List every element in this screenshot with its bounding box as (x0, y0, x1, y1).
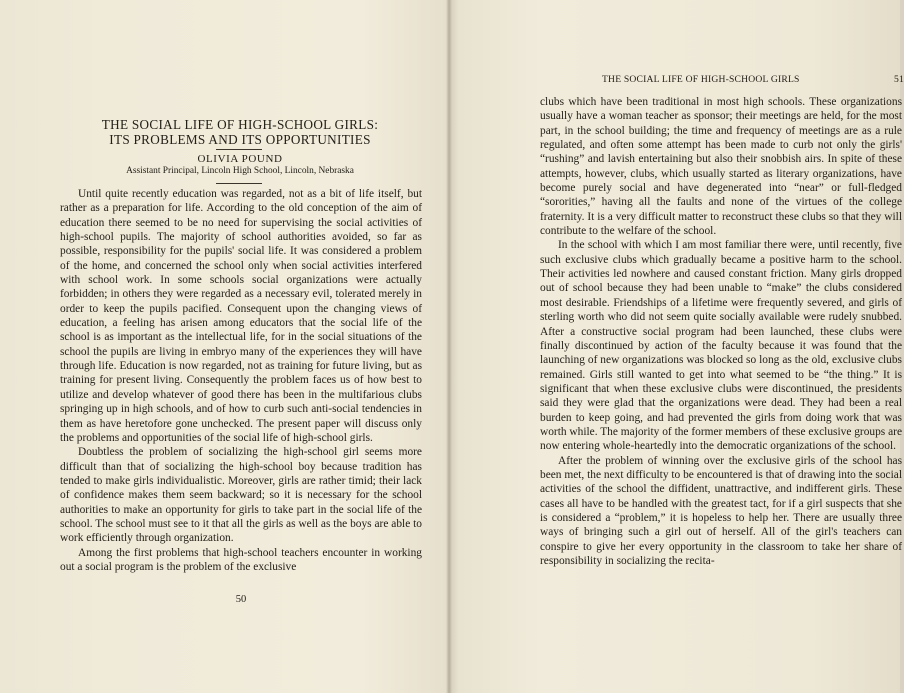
paragraph: In the school with which I am most familiar there were, until recently, five such exclusive clubs which gradually became a positive harm to the school. Their activities led nowhere and caused constant friction. Many girls dropped out of school because they had been unable to “make” the clubs considered most desirable. Friendships of a lifetime were frequently severed, and girls of sterling worth who did not seem quite socially available were rudely snubbed. After a constructive social program had been launched, these clubs were finally discontinued by action of the faculty because it was found that the launching of new organizations was blocked so long as the old, exclusive clubs remained. Girls still wanted to get into what seemed to be “the thing.” It is significant that when these exclusive clubs were discontinued, the presidents said they were glad that the organizations were dead. They had been a real burden to keep going, and had prevented the girls from doing work that was worth while. The majority of the former members of these exclusive groups are now entering whole-heartedly into the democratic organizations of the school. (540, 239, 902, 453)
left-page-body (60, 187, 422, 574)
title-divider (216, 149, 262, 150)
page-number: 51 (894, 74, 904, 85)
paragraph: After the problem of winning over the exclusive girls of the school has been met, the next difficulty to be encountered is that of drawing into the social activities of the school the diffident, unattractive, and indifferent girls. These cases all have to be handled with the greatest tact, for if a girl suspects that she is considered a “problem,” it is hopeless to help her. There are usually three ways of bringing such a girl out of herself. All of the girl's teachers can conspire to give her every opportunity in the classroom to take her share of responsibility in socializing the recita- (540, 454, 902, 567)
article-title (60, 117, 420, 147)
page-number: 50 (235, 594, 247, 605)
paragraph-continuation: clubs which have been traditional in most high schools. These organizations usually have a woman teacher as sponsor; their meetings are held, for the most part, in the school building; the time and frequency of meetings are as a rule regulated, and often some attempt has been made to curb not only the girls' “rushing” and lavish entertaining but also their snobbish airs. In spite of these attempts, however, clubs, which usually started as literary organizations, have become purely social and have degenerated into “near” or full-fledged “sororities,” having all the faults and none of the virtues of the college fraternity. It is a very difficult matter to reconstruct these clubs so that they will contribute to the welfare of the school. (540, 96, 902, 238)
title-line-2: ITS PROBLEMS AND ITS OPPORTUNITIES (109, 132, 371, 147)
left-page (0, 0, 448, 693)
paragraph: Doubtless the problem of socializing the high-school girl seems more difficult than that of socializing the high-school boy because tradition has tended to make girls individualistic. Moreover, girls are rather timid; their lack of confidence makes them seem backward; so it is necessary for the school authorities to make an opportunity for girls to take part in the social life of the school. The school must see to it that all the girls as well as the boys are able to work efficiently through organization. (60, 446, 422, 545)
running-head-title: THE SOCIAL LIFE OF HIGH-SCHOOL GIRLS (602, 74, 800, 85)
author-name: OLIVIA POUND (197, 153, 283, 165)
author-affiliation: Assistant Principal, Lincoln High School, Lincoln, Nebraska (126, 166, 354, 176)
right-page (452, 0, 904, 693)
paragraph: Among the first problems that high-school teachers encounter in working out a social program is the problem of the exclusive (60, 546, 422, 573)
right-page-body (540, 95, 902, 568)
paragraph: Until quite recently education was regarded, not as a bit of life itself, but rather as a preparation for life. According to the old conception of the aim of education there seemed to be no need for supervising the social activities of high-school pupils. The majority of school authorities avoided, so far as possible, responsibility for the pupils' social life. It was considered a problem of the home, and concerned the school only when social activities interfered with school work. In some schools social organizations were actually forbidden; in others they were regarded as a necessary evil, tolerated merely in order to keep the pupils pacified. Consequent upon the changing views of education, a feeling has arisen among educators that the social life of the school is as important as the intellectual life, for in the social situations of the school the pupils are living in embryo many of the experiences they will have through life. Education is now regarded, not as training for future living, but as training for present living. Consequently the problem faces us of how best to utilize and develop whatever of good there has been in the multifarious clubs springing up in high schools, and of how to curb such anti-social tendencies in them as have heretofore gone unchecked. The present paper will discuss only the problems and opportunities of the social life of high-school girls. (60, 188, 422, 444)
title-line-1: THE SOCIAL LIFE OF HIGH-SCHOOL GIRLS: (101, 117, 379, 132)
author-divider (216, 183, 262, 184)
